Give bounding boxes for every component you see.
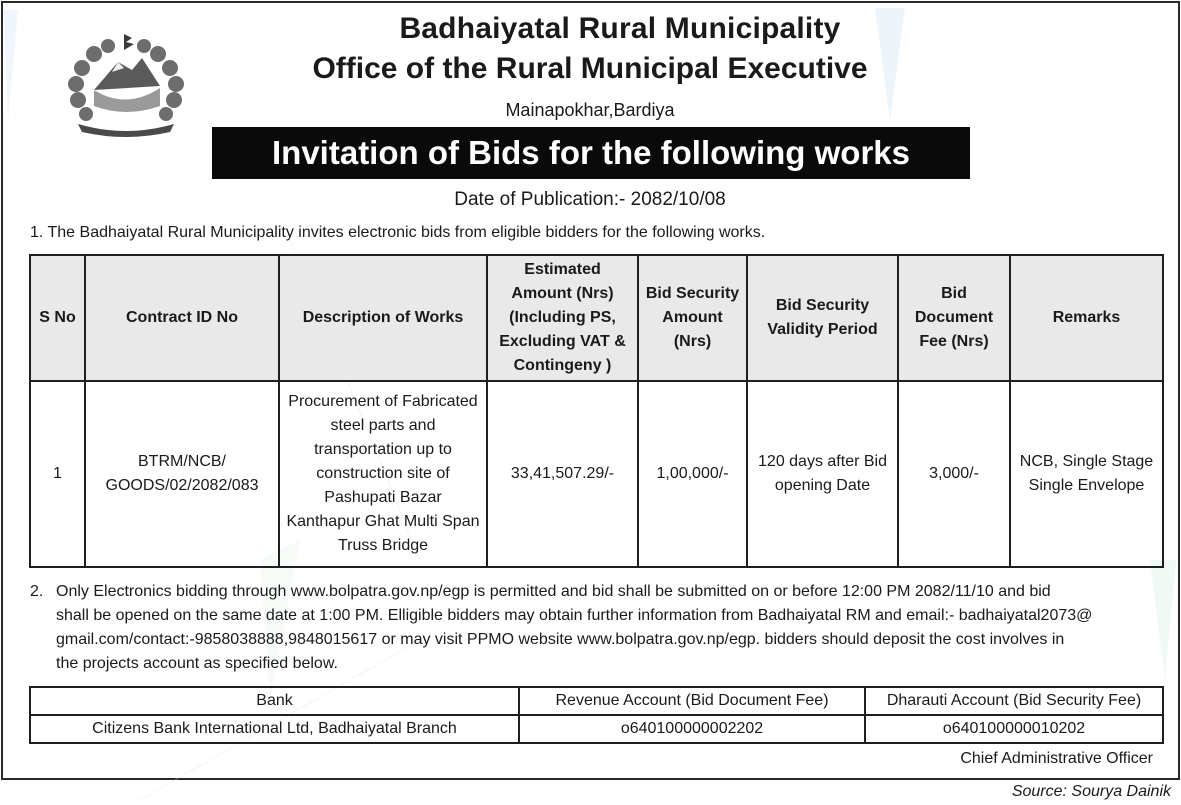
cell-contract-id: BTRM/NCB/ GOODS/02/2082/083 xyxy=(85,381,279,567)
nepal-emblem-icon xyxy=(60,28,192,140)
cell-description: Procurement of Fabricated steel parts and transportation up to construction site of Pashupati Bazar Kanthapur Ghat Multi Span Truss Bridge xyxy=(279,381,487,567)
invitation-banner: Invitation of Bids for the following works xyxy=(212,127,970,179)
office-heading: Office of the Rural Municipal Executive xyxy=(312,52,868,85)
col-estimated-amount: Estimated Amount (Nrs) (Including PS, Excluding VAT & Contingeny ) xyxy=(487,255,638,381)
col-revenue-account: Revenue Account (Bid Document Fee) xyxy=(519,687,865,715)
intro-paragraph: 1. The Badhaiyatal Rural Municipality invites electronic bids from eligible bidders for the following works. xyxy=(30,224,766,241)
table-row xyxy=(30,381,1163,567)
cell-sno: 1 xyxy=(30,381,85,567)
signoff-title: Chief Administrative Officer xyxy=(960,750,1153,767)
col-description: Description of Works xyxy=(279,255,487,381)
cell-validity-period: 120 days after Bid opening Date xyxy=(747,381,898,567)
bidding-instructions xyxy=(30,580,1160,676)
source-credit: Source: Sourya Dainik xyxy=(1011,783,1171,800)
bids-table-header xyxy=(30,255,1163,381)
para2-line2: shall be opened on the same date at 1:00 PM. Elligible bidders may obtain further information from Badhaiyatal RM and email:- badhaiyatal2073@ xyxy=(56,607,1093,624)
col-bid-security-amount: Bid Security Amount (Nrs) xyxy=(638,255,747,381)
cell-revenue-account: o640100000002202 xyxy=(519,715,865,743)
col-sno: S No xyxy=(30,255,85,381)
col-bank: Bank xyxy=(30,687,519,715)
bank-table-header xyxy=(30,687,1163,715)
para2-line1: Only Electronics bidding through www.bolpatra.gov.np/egp is permitted and bid shall be submitted on or before 12:00 PM 2082/11/10 and bid xyxy=(56,583,1051,600)
bids-table xyxy=(29,254,1164,568)
cell-remarks: NCB, Single Stage Single Envelope xyxy=(1010,381,1163,567)
para2-number: 2. xyxy=(30,583,44,600)
col-remarks: Remarks xyxy=(1010,255,1163,381)
cell-bid-security-amount: 1,00,000/- xyxy=(638,381,747,567)
cell-bank-name: Citizens Bank International Ltd, Badhaiyatal Branch xyxy=(30,715,519,743)
para2-line3: gmail.com/contact:-9858038888,9848015617 or may visit PPMO website www.bolpatra.gov.np/egp. bidders should deposit the cost involves in xyxy=(56,631,1065,648)
cell-dharauti-account: o640100000010202 xyxy=(865,715,1163,743)
col-document-fee: Bid Document Fee (Nrs) xyxy=(898,255,1010,381)
org-name-heading: Badhaiyatal Rural Municipality xyxy=(399,12,841,45)
col-dharauti-account: Dharauti Account (Bid Security Fee) xyxy=(865,687,1163,715)
bank-accounts-table xyxy=(29,686,1164,744)
location-text: Mainapokhar,Bardiya xyxy=(505,100,675,120)
col-validity-period: Bid Security Validity Period xyxy=(747,255,898,381)
publication-date: Date of Publication:- 2082/10/08 xyxy=(454,189,726,210)
table-row xyxy=(30,715,1163,743)
cell-estimated-amount: 33,41,507.29/- xyxy=(487,381,638,567)
col-contract-id: Contract ID No xyxy=(85,255,279,381)
cell-document-fee: 3,000/- xyxy=(898,381,1010,567)
para2-line4: the projects account as specified below. xyxy=(56,655,338,672)
